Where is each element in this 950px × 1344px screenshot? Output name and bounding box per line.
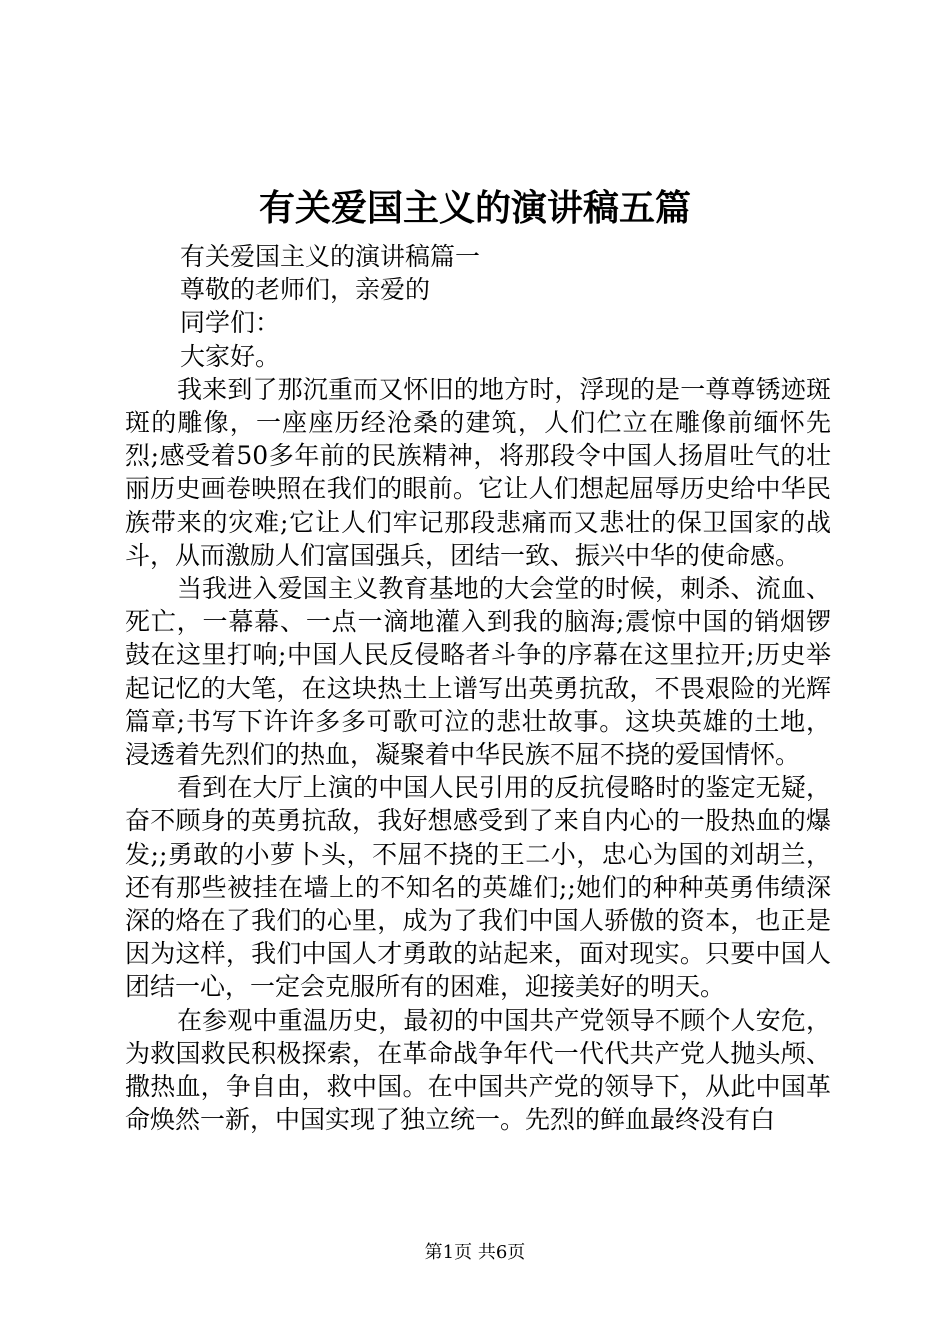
paragraph: 当我进入爱国主义教育基地的大会堂的时候，刺杀、流血、死亡，一幕幕、一点一滴地灌入到我的脑海;震惊中国的销烟锣鼓在这里打响;中国人民反侵略者斗争的序幕在这里拉开;历史举起记忆的大笔，在这块热土上谱写出英勇抗敌，不畏艰险的光辉篇章;书写下许许多多可歌可泣的悲壮故事。这块英雄的土地，浸透着先烈们的热血，凝聚着中华民族不屈不挠的爱国情怀。 bbox=[125, 574, 831, 770]
salutation-line-1: 尊敬的老师们，亲爱的 bbox=[180, 275, 431, 305]
paragraph: 在参观中重温历史，最初的中国共产党领导不顾个人安危，为救国救民积极探索，在革命战争年代一代代共产党人抛头颅、撒热血，争自由，救中国。在中国共产党的领导下，从此中国革命焕然一新，中国实现了独立统一。先烈的鲜血最终没有白 bbox=[125, 1005, 831, 1135]
document-title: 有关爱国主义的演讲稿五篇 bbox=[258, 187, 691, 229]
document-body bbox=[125, 240, 831, 1136]
paragraph: 看到在大厅上演的中国人民引用的反抗侵略时的鉴定无疑，奋不顾身的英勇抗敌，我好想感受到了来自内心的一股热血的爆发;;勇敢的小萝卜头，不屈不挠的王二小，忠心为国的刘胡兰，还有那些被挂在墙上的不知名的英雄们;;她们的种种英勇伟绩深深的烙在了我们的心里，成为了我们中国人骄傲的资本，也正是因为这样，我们中国人才勇敢的站起来，面对现实。只要中国人团结一心，一定会克服所有的困难，迎接美好的明天。 bbox=[125, 773, 831, 1002]
paragraph: 我来到了那沉重而又怀旧的地方时，浮现的是一尊尊锈迹斑斑的雕像，一座座历经沧桑的建筑，人们伫立在雕像前缅怀先烈;感受着50多年前的民族精神，将那段令中国人扬眉吐气的壮丽历史画卷映照在我们的眼前。它让人们想起屈辱历史给中华民族带来的灾难;它让人们牢记那段悲痛而又悲壮的保卫国家的战斗，从而激励人们富国强兵，团结一致、振兴中华的使命感。 bbox=[125, 374, 831, 570]
section-heading: 有关爱国主义的演讲稿篇一 bbox=[180, 242, 481, 271]
page-number-footer: 第1页 共6页 bbox=[424, 1242, 526, 1263]
salutation-line-2: 同学们： bbox=[180, 308, 281, 338]
greeting: 大家好。 bbox=[180, 341, 281, 371]
